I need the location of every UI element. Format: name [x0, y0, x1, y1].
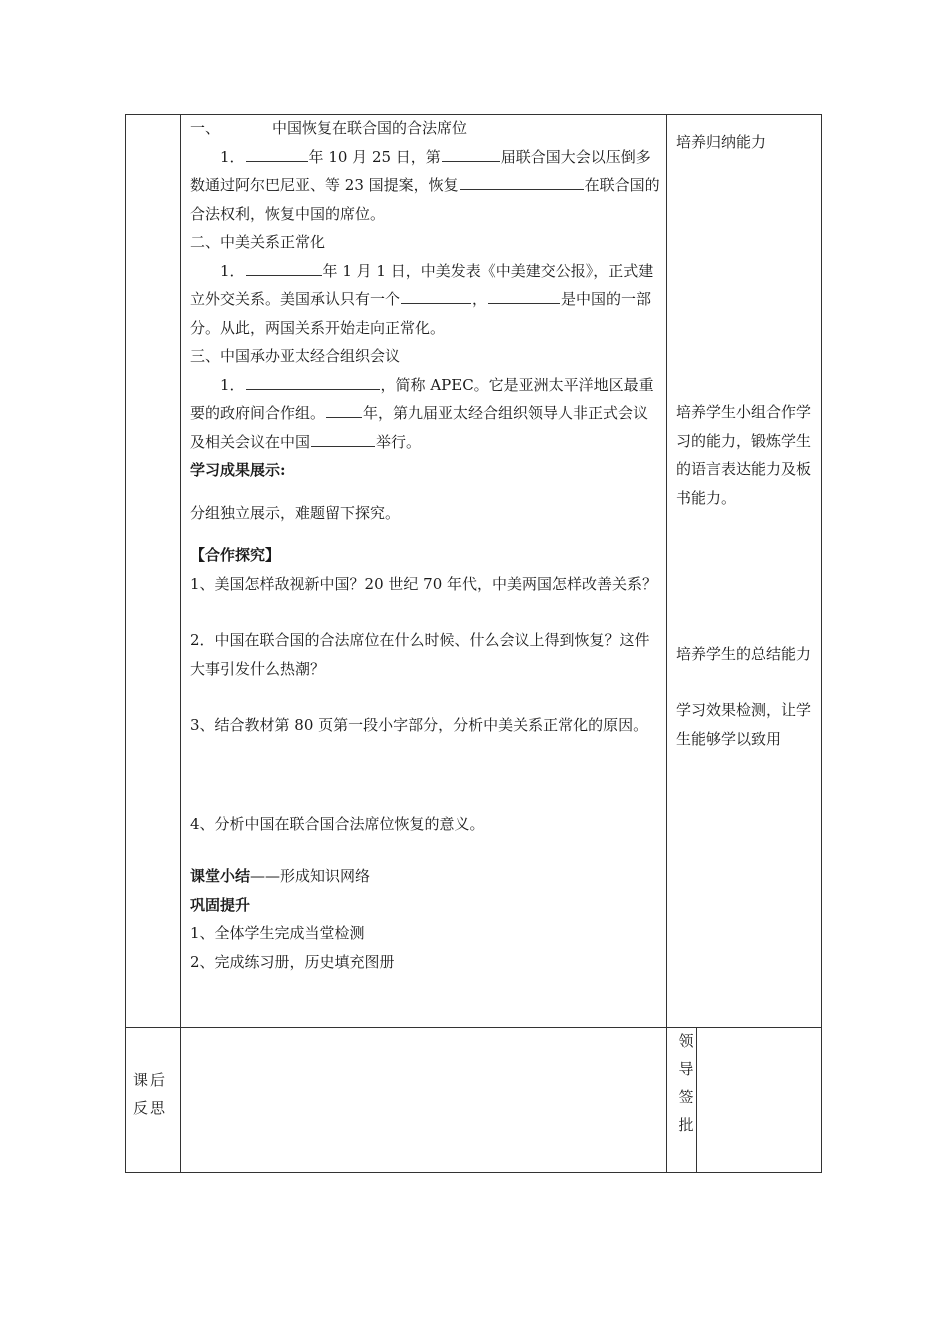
side-note-2: 培养学生小组合作学习的能力，锻炼学生的语言表达能力及板书能力。: [676, 403, 812, 507]
section-3-item: 1． ，简称 APEC。它是亚洲太平洋地区最重要的政府间合作组。 年，第九届亚太经合组织领导人非正式会议及相关会议在中国 举行。: [190, 375, 654, 451]
side-note-3: 培养学生的总结能力: [676, 645, 812, 663]
coop-heading: 【合作探究】: [190, 546, 281, 564]
task-1: 1、全体学生完成当堂检测: [190, 924, 365, 942]
summary-label: 课堂小结: [190, 867, 251, 885]
section-2-heading: 二、中美关系正常化: [190, 233, 326, 251]
reflection-label: 课后反思: [133, 1071, 168, 1117]
table-border-right: [821, 114, 822, 1173]
section-1-item: 1． 年 10 月 25 日，第 届联合国大会以压倒多数通过阿尔巴尼亚、等 23 国提案，恢复 在联合国的合法权利，恢复中国的席位。: [190, 147, 660, 223]
fill-blank[interactable]: [246, 374, 380, 390]
display-heading: 学习成果展示:: [190, 461, 286, 479]
section-3-heading: 三、中国承办亚太经合组织会议: [190, 347, 401, 365]
fill-blank[interactable]: [246, 146, 308, 162]
fill-blank[interactable]: [442, 146, 500, 162]
question-4: 4、分析中国在联合国合法席位恢复的意义。: [190, 814, 485, 833]
approval-label: 领 导 签 批: [678, 1032, 694, 1134]
table-divider-3: [696, 1027, 697, 1173]
fill-blank[interactable]: [246, 260, 322, 276]
table-divider-2: [666, 114, 667, 1173]
question-3: 3、结合教材第 80 页第一段小字部分，分析中美关系正常化的原因。: [190, 716, 649, 734]
side-note-1: 培养归纳能力: [676, 133, 767, 151]
question-1: 1、美国怎样敌视新中国？20 世纪 70 年代，中美两国怎样改善关系？: [190, 574, 658, 593]
fill-blank[interactable]: [326, 402, 362, 418]
table-border-left: [125, 114, 126, 1173]
section-2-item: 1． 年 1 月 1 日，中美发表《中美建交公报》，正式建立外交关系。美国承认只有一个 ， 是中国的一部分。从此，两国关系开始走向正常化。: [190, 261, 654, 337]
table-row-divider: [125, 1027, 822, 1028]
main-content: [190, 114, 660, 976]
table-divider-1: [180, 114, 181, 1173]
question-2: 2．中国在联合国的合法席位在什么时候、什么会议上得到恢复？这件大事引发什么热潮？: [190, 631, 650, 678]
display-text: 分组独立展示，难题留下探究。: [190, 503, 401, 522]
fill-blank[interactable]: [311, 431, 375, 447]
section-1-heading: 一、 中国恢复在联合国的合法席位: [190, 119, 468, 137]
summary-line: [190, 862, 660, 891]
fill-blank[interactable]: [488, 288, 560, 304]
summary-text: ——形成知识网络: [250, 867, 371, 885]
consolidate-heading: 巩固提升: [190, 895, 251, 914]
fill-blank[interactable]: [460, 174, 584, 190]
table-border-bottom: [125, 1172, 822, 1173]
task-2: 2、完成练习册，历史填充图册: [190, 952, 395, 971]
side-note-4: 学习效果检测，让学生能够学以致用: [676, 701, 812, 748]
lesson-plan-table: [125, 114, 822, 1173]
fill-blank[interactable]: [401, 288, 471, 304]
